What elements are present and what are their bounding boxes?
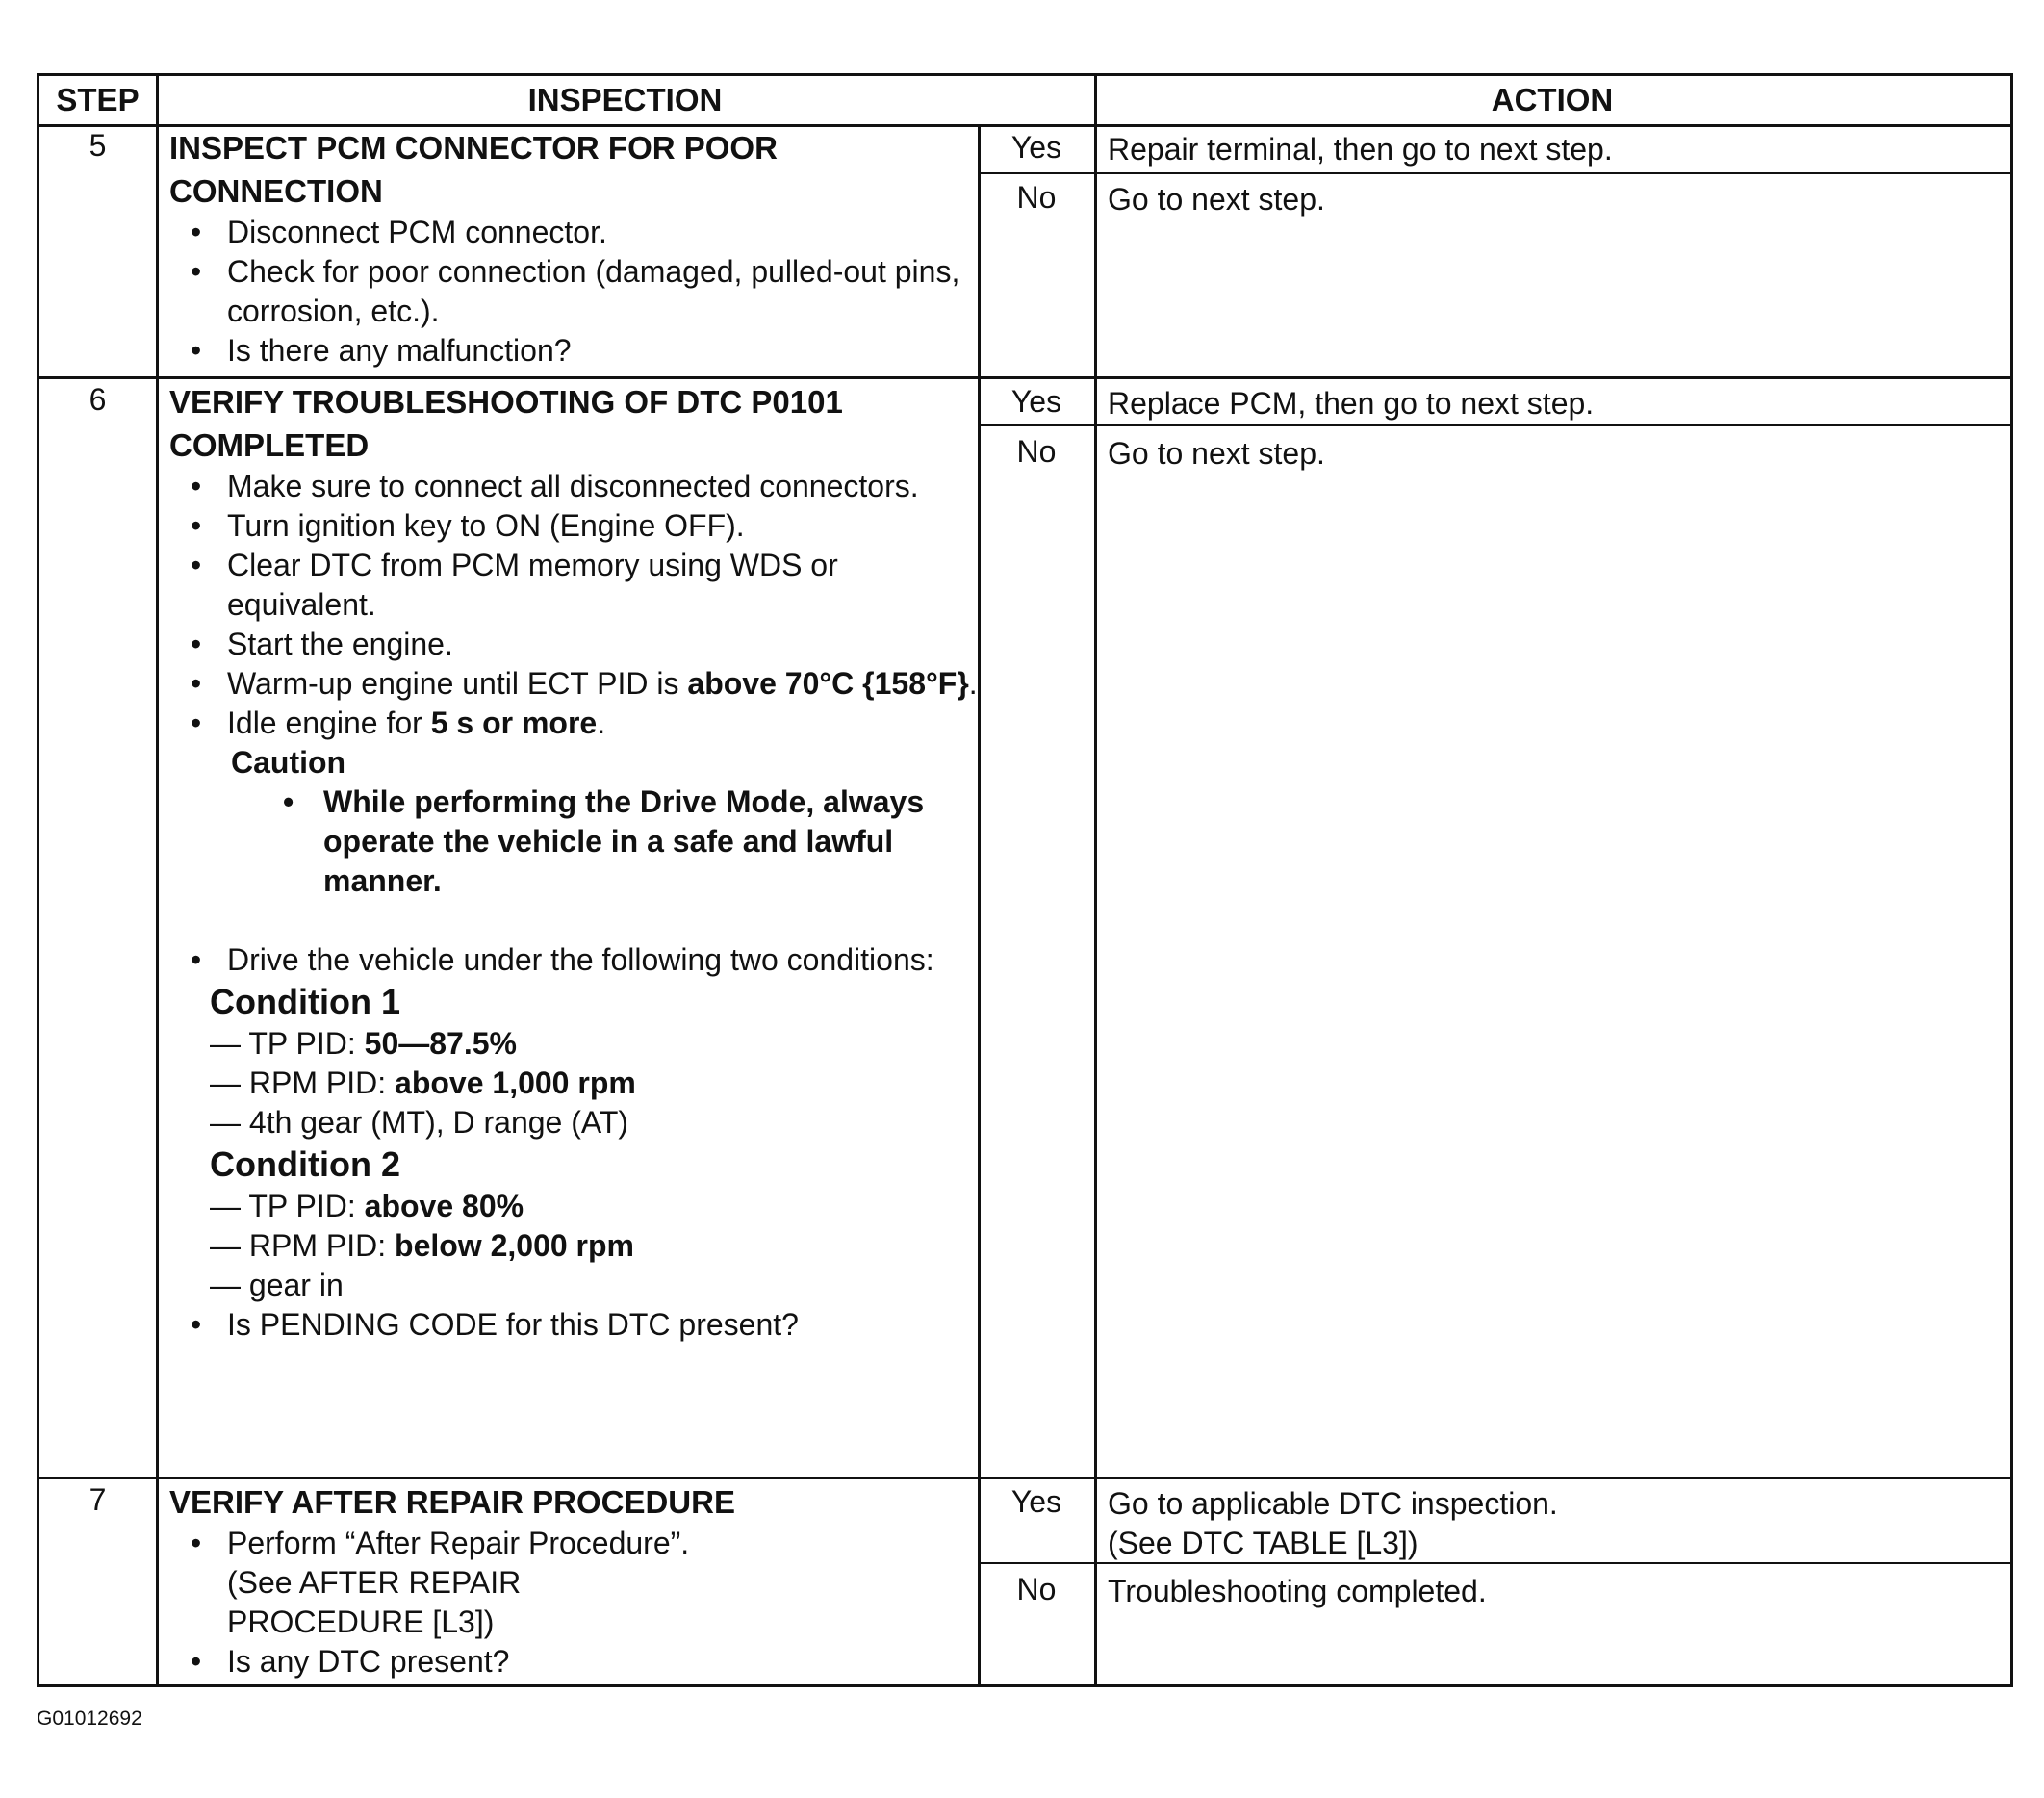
step-7-inspection: [169, 1480, 987, 1682]
tp-value: above 80%: [364, 1189, 524, 1223]
condition-line: [169, 1226, 987, 1266]
caution-text: • While performing the Drive Mode, always operate the vehicle in a safe and lawful manner.: [169, 783, 987, 901]
inspection-bullet: • Is there any malfunction?: [169, 331, 987, 371]
yes-no-divider-step6: [978, 424, 2010, 426]
yes-action-reference: (See DTC TABLE [L3]): [1108, 1526, 1418, 1560]
troubleshooting-table: [37, 73, 2013, 1687]
row-divider-5-6: [39, 376, 2010, 379]
tp-label: — TP PID:: [210, 1026, 365, 1061]
inspection-bullet: • Disconnect PCM connector.: [169, 213, 987, 252]
row-divider-6-7: [39, 1477, 2010, 1479]
inspection-bullet: • Clear DTC from PCM memory using WDS or equivalent.: [169, 546, 987, 625]
bullet-text: • Perform “After Repair Procedure”.: [227, 1526, 690, 1560]
inspection-bullet: [169, 1524, 987, 1642]
header-action: ACTION: [1491, 82, 1614, 117]
warmup-bullet: [169, 664, 987, 704]
idle-bullet: [169, 704, 987, 743]
header-step: STEP: [56, 82, 140, 117]
no-label: No: [1016, 434, 1057, 469]
condition-line: [169, 1187, 987, 1226]
condition-title: Condition 2: [210, 1144, 400, 1184]
step-title: VERIFY AFTER REPAIR PROCEDURE: [169, 1484, 735, 1520]
no-label: No: [1016, 1572, 1057, 1606]
step-title: VERIFY TROUBLESHOOTING OF DTC P0101 COMPLETED: [169, 384, 843, 463]
yes-action-line: Go to applicable DTC inspection.: [1108, 1486, 1558, 1521]
warmup-text: Warm-up engine until ECT PID is: [227, 666, 688, 701]
inspection-bullet: • Start the engine.: [169, 625, 987, 664]
figure-code: G01012692: [37, 1708, 142, 1730]
inspection-bullet: • Make sure to connect all disconnected connectors.: [169, 467, 987, 506]
yes-label: Yes: [1010, 130, 1062, 165]
rpm-label: — RPM PID:: [210, 1228, 396, 1263]
yes-no-divider-step5: [978, 172, 2010, 174]
condition-title: Condition 1: [210, 982, 400, 1021]
yes-label: Yes: [1010, 1484, 1062, 1519]
step-title: INSPECT PCM CONNECTOR FOR POOR CONNECTION: [169, 130, 778, 209]
caution-label: Caution: [231, 745, 346, 780]
no-label: No: [1016, 180, 1057, 215]
no-action: Go to next step.: [1108, 182, 1325, 217]
yes-label: Yes: [1010, 384, 1062, 419]
column-divider-step: [156, 76, 159, 1684]
warmup-suffix: .: [968, 666, 978, 701]
idle-suffix: .: [597, 706, 606, 740]
yes-action: [1108, 1484, 1993, 1563]
yes-action: Replace PCM, then go to next step.: [1108, 386, 1595, 421]
step-number: 7: [89, 1482, 107, 1517]
inspection-bullet: • Is any DTC present?: [169, 1642, 987, 1682]
tp-label: — TP PID:: [210, 1189, 365, 1223]
condition-line: [169, 1064, 987, 1103]
inspection-bullet: • Check for poor connection (damaged, pulled-out pins, corrosion, etc.).: [169, 252, 987, 331]
tp-value: 50—87.5%: [364, 1026, 517, 1061]
inspection-bullet: • Turn ignition key to ON (Engine OFF).: [169, 506, 987, 546]
step-number: 6: [89, 382, 107, 417]
column-divider-action: [1094, 76, 1097, 1684]
bullet-reference: PROCEDURE [L3]): [227, 1605, 495, 1639]
condition-line: [169, 1024, 987, 1064]
step-6-inspection: [169, 380, 987, 1345]
step-number: 5: [89, 128, 107, 163]
warmup-threshold: above 70°C {158°F}: [687, 666, 969, 701]
no-action: Troubleshooting completed.: [1108, 1574, 1487, 1608]
rpm-value: above 1,000 rpm: [395, 1066, 636, 1100]
bullet-reference: (See AFTER REPAIR: [227, 1565, 522, 1600]
condition-line: — gear in: [210, 1268, 344, 1302]
step-5-inspection: [169, 126, 987, 371]
rpm-label: — RPM PID:: [210, 1066, 396, 1100]
inspection-bullet: • Is PENDING CODE for this DTC present?: [169, 1305, 987, 1345]
idle-text: Idle engine for: [227, 706, 431, 740]
drive-bullet: • Drive the vehicle under the following two conditions:: [169, 940, 987, 980]
condition-line: — 4th gear (MT), D range (AT): [210, 1105, 629, 1140]
no-action: Go to next step.: [1108, 436, 1325, 471]
idle-duration: 5 s or more: [430, 706, 598, 740]
yes-action: Repair terminal, then go to next step.: [1108, 132, 1613, 167]
rpm-value: below 2,000 rpm: [395, 1228, 634, 1263]
header-inspection: INSPECTION: [527, 82, 723, 117]
